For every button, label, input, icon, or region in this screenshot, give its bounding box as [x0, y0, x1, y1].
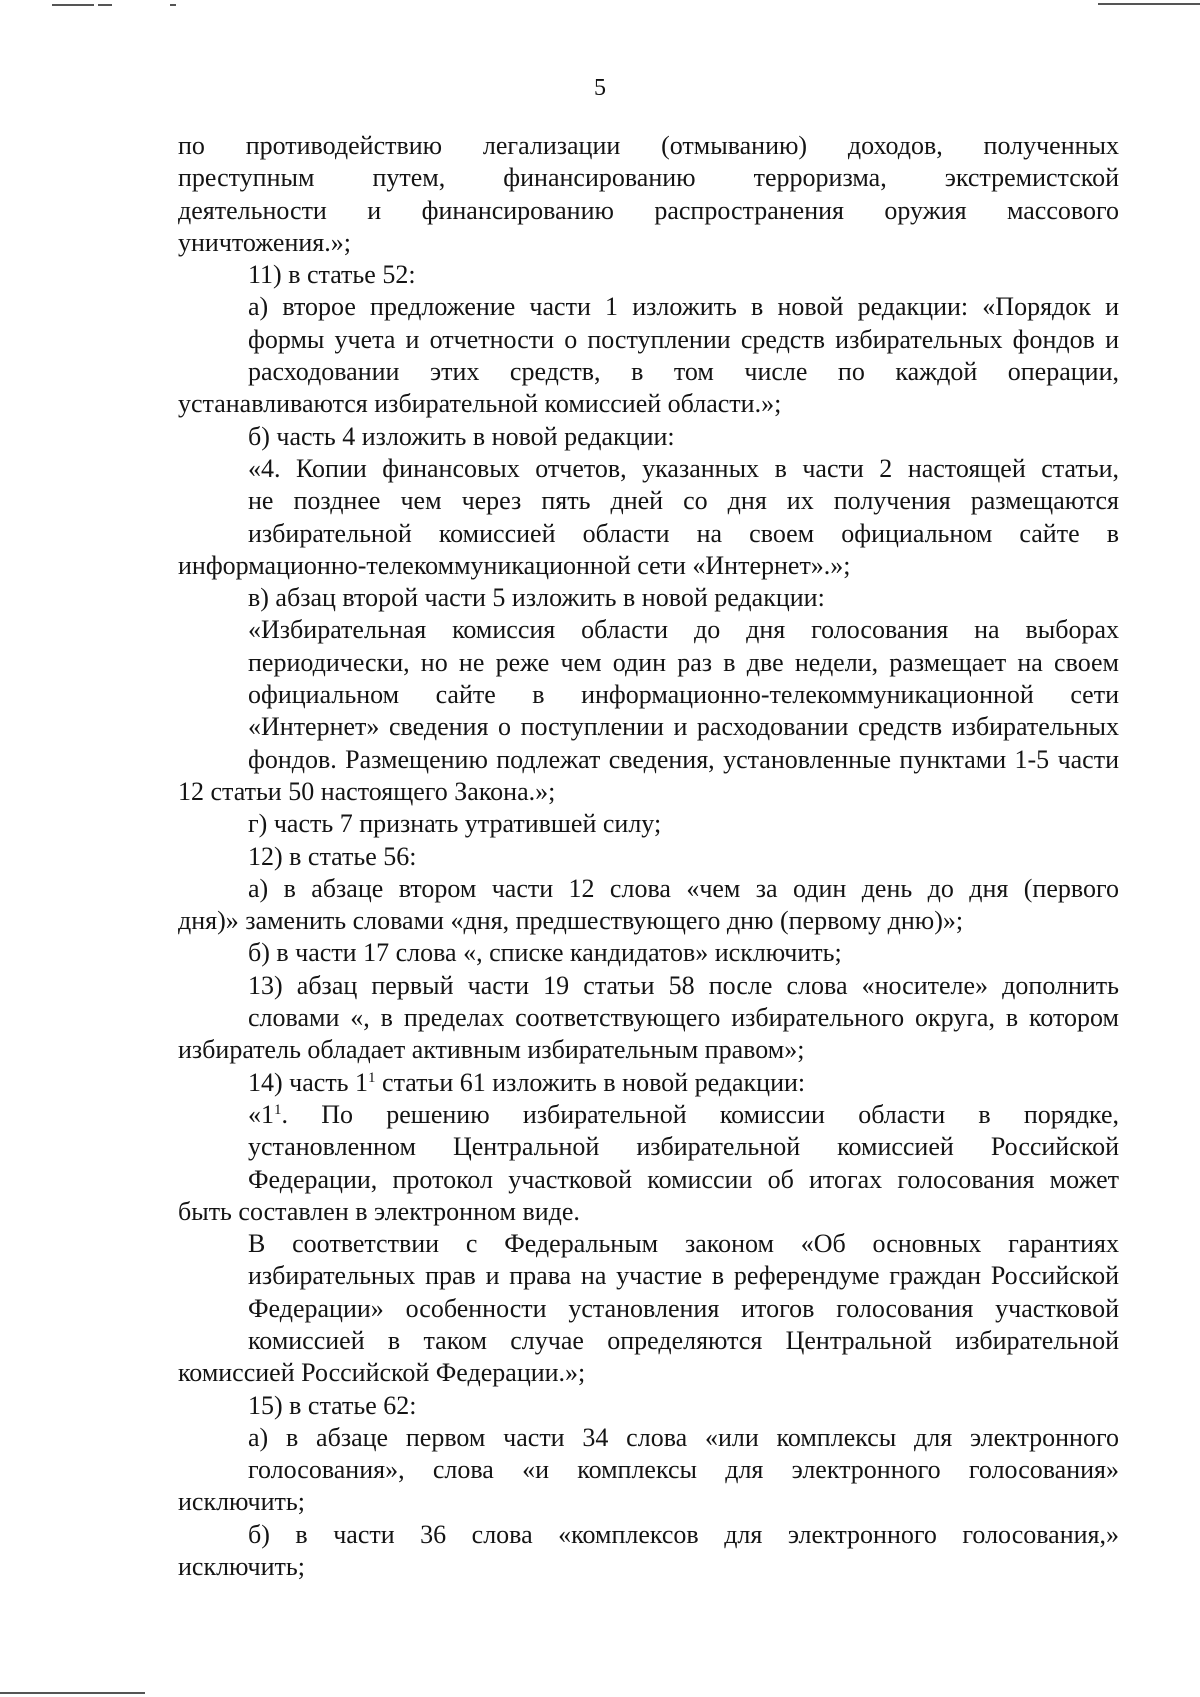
text-line-last: 15) в статье 62: [248, 1390, 417, 1420]
paragraph-p8 [178, 841, 1119, 873]
superscript: 1 [368, 1069, 376, 1086]
text-line-last: 11) в статье 52: [248, 260, 416, 290]
text-line-last: комиссией Российской Федерации.»; [178, 1358, 586, 1388]
text-line [178, 1099, 1119, 1131]
paragraph-p10 [178, 937, 1119, 969]
paragraph-p17 [178, 1519, 1119, 1584]
text-line: б) в части 36 слова «комплексов для электронного голосования,» [248, 1519, 1119, 1549]
paragraph-p1 [178, 259, 1119, 291]
paragraph-p3 [178, 421, 1119, 453]
text-line: периодически, но не реже чем один раз в две недели, размещает на своем [248, 647, 1119, 677]
text-line: Федерации» особенности установления итогов голосования участковой [248, 1293, 1119, 1323]
paragraph-p7 [178, 808, 1119, 840]
text-line-last: уничтожения.»; [178, 227, 351, 257]
text-line: а) второе предложение части 1 изложить в новой редакции: «Порядок и [248, 292, 1119, 322]
text-line: расходовании этих средств, в том числе по каждой операции, [248, 357, 1119, 387]
text-line: «Интернет» сведения о поступлении и расходовании средств избирательных [248, 712, 1119, 742]
text-line: а) в абзаце первом части 34 слова «или комплексы для электронного [248, 1422, 1119, 1452]
paragraph-p9 [178, 873, 1119, 938]
paragraph-p2 [178, 291, 1119, 420]
page-number: 5 [594, 75, 606, 101]
text-line: комиссией в таком случае определяются Центральной избирательной [248, 1325, 1119, 1355]
paragraph-p16 [178, 1422, 1119, 1519]
paragraph-p0 [178, 130, 1119, 259]
text-line: фондов. Размещению подлежат сведения, установленные пунктами 1-5 части [248, 744, 1119, 774]
text-line: установленном Центральной избирательной комиссией Российской [248, 1132, 1119, 1162]
text-line-last: 12 статьи 50 настоящего Закона.»; [178, 776, 556, 806]
text-line-last: в) абзац второй части 5 изложить в новой редакции: [248, 583, 825, 613]
paragraph-p12 [178, 1067, 1119, 1099]
scan-artifact-top-left [52, 4, 94, 6]
text-line-last: исключить; [178, 1487, 305, 1517]
text-line: словами «, в пределах соответствующего избирательного округа, в котором [248, 1003, 1119, 1033]
scan-artifact-top-mid [170, 4, 176, 6]
text-line: формы учета и отчетности о поступлении средств избирательных фондов и [248, 324, 1119, 354]
text-segment: 14) часть 1 [248, 1067, 369, 1097]
text-line: деятельности и финансированию распространения оружия массового [178, 195, 1119, 225]
text-line-last: 12) в статье 56: [248, 841, 417, 871]
paragraph-p5 [178, 582, 1119, 614]
text-line: по противодействию легализации (отмыванию) доходов, полученных [178, 131, 1119, 160]
text-line-last: быть составлен в электронном виде. [178, 1196, 580, 1226]
scan-artifact-top-left-2 [98, 4, 112, 6]
text-line-last: дня)» заменить словами «дня, предшествующего дню (первому дню)»; [178, 906, 964, 936]
paragraph-p14 [178, 1228, 1119, 1389]
paragraph-p6 [178, 614, 1119, 808]
text-line: 13) абзац первый части 19 статьи 58 после слова «носителе» дополнить [248, 970, 1119, 1000]
text-line-last: б) часть 4 изложить в новой редакции: [248, 421, 675, 451]
text-segment: статьи 61 изложить в новой редакции: [375, 1067, 806, 1097]
text-line: В соответствии с Федеральным законом «Об основных гарантиях [248, 1229, 1119, 1259]
text-segment: . По решению избирательной комиссии области в порядке, [281, 1099, 1119, 1129]
text-line: избирательной комиссией области на своем официальном сайте в [248, 518, 1119, 548]
document-body [178, 130, 1119, 1583]
superscript: 1 [274, 1101, 282, 1118]
text-line: «Избирательная комиссия области до дня голосования на выборах [248, 615, 1119, 645]
text-line: Федерации, протокол участковой комиссии об итогах голосования может [248, 1164, 1119, 1194]
paragraph-p11 [178, 970, 1119, 1067]
text-line: официальном сайте в информационно-телекоммуникационной сети [248, 680, 1119, 710]
text-line-last: исключить; [178, 1552, 305, 1582]
text-segment: «1 [248, 1099, 274, 1129]
paragraph-p4 [178, 453, 1119, 582]
paragraph-p13 [178, 1099, 1119, 1228]
text-line-last: б) в части 17 слова «, списке кандидатов» исключить; [248, 938, 842, 968]
text-line: «4. Копии финансовых отчетов, указанных в части 2 настоящей статьи, [248, 453, 1119, 483]
text-line: избирательных прав и права на участие в референдуме граждан Российской [248, 1261, 1119, 1291]
text-line-last: информационно-телекоммуникационной сети «Интернет».»; [178, 550, 851, 580]
paragraph-p15 [178, 1390, 1119, 1422]
text-line [248, 1068, 805, 1097]
text-line-last: избиратель обладает активным избирательным правом»; [178, 1035, 805, 1065]
scan-artifact-top-right [1098, 3, 1200, 5]
scan-artifact-bottom-left [0, 1692, 145, 1694]
text-line: голосования», слова «и комплексы для электронного голосования» [248, 1455, 1119, 1485]
text-line-last: устанавливаются избирательной комиссией области.»; [178, 389, 782, 419]
text-line: а) в абзаце втором части 12 слова «чем за один день до дня (первого [248, 873, 1119, 903]
text-line-last: г) часть 7 признать утратившей силу; [248, 809, 662, 839]
text-line: не позднее чем через пять дней со дня их получения размещаются [248, 486, 1119, 516]
text-line: преступным путем, финансированию терроризма, экстремистской [178, 163, 1119, 193]
